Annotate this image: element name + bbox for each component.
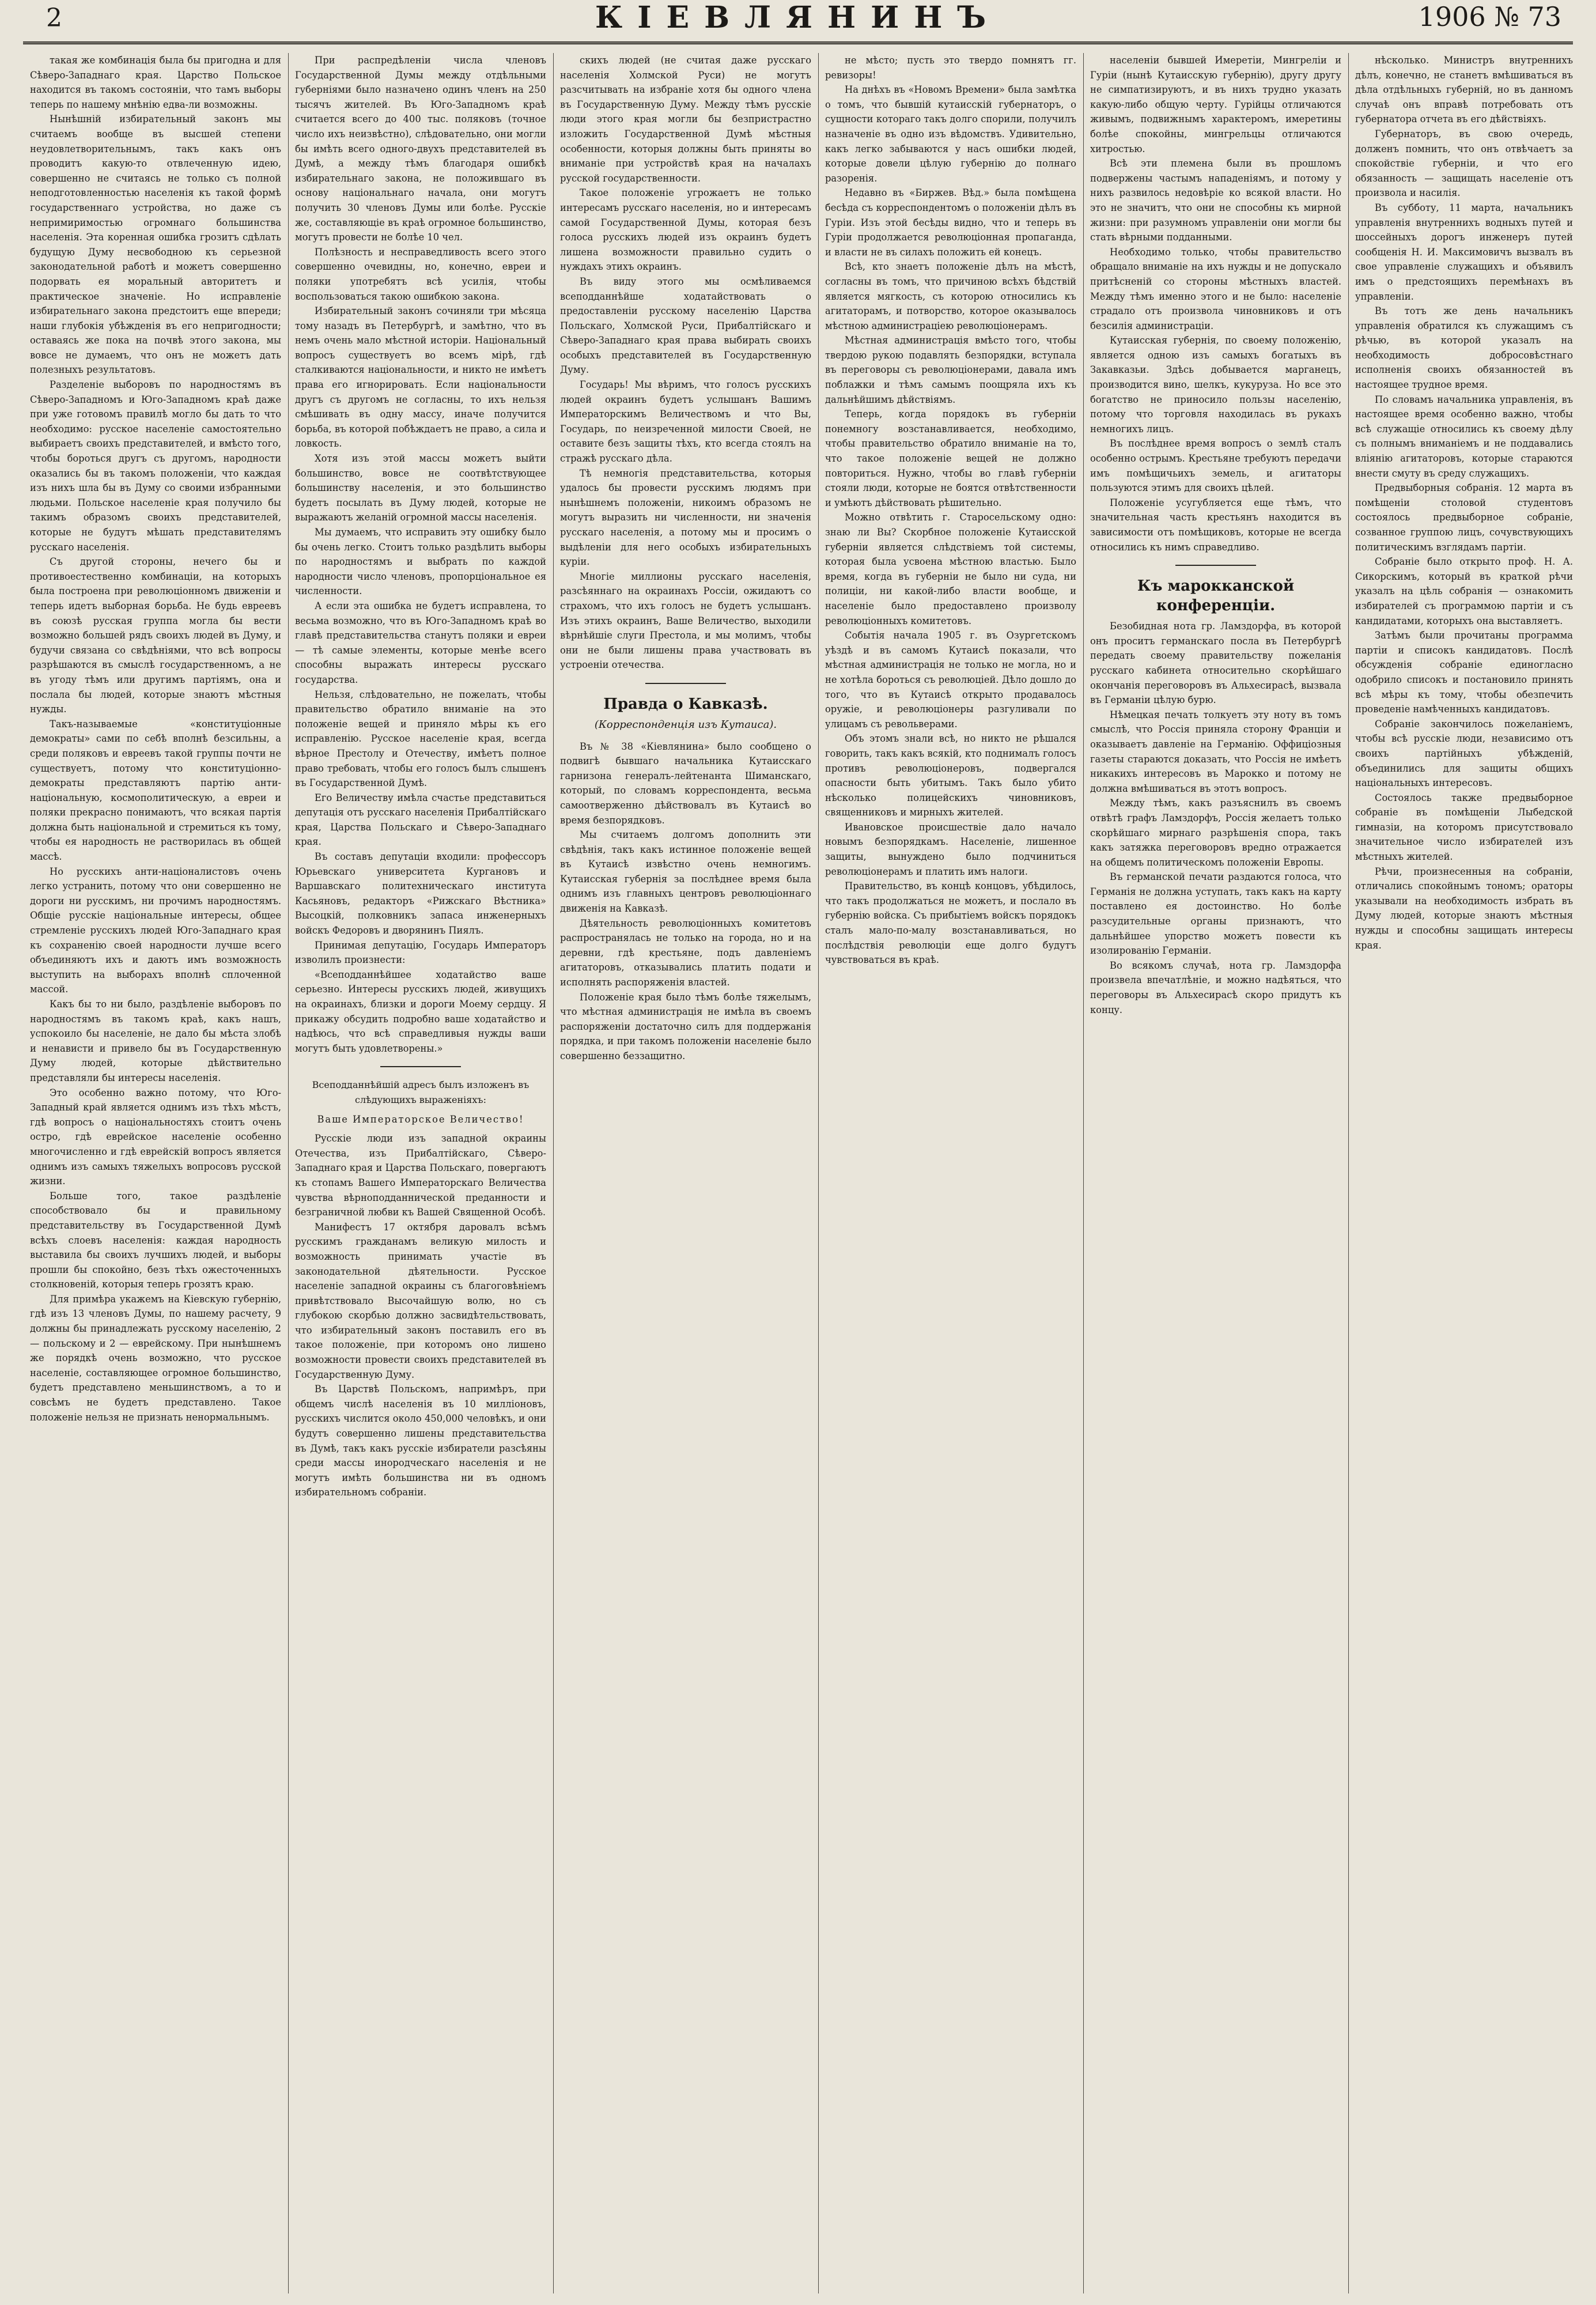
paragraph: Мы думаемъ, что исправить эту ошибку было бы очень легко. Стоитъ только раздѣлить выборы по народностямъ и выбрать по каждой народности число членовъ, пропорціональное ея численности. (295, 527, 546, 597)
paragraph: Нельзя, слѣдовательно, не пожелать, чтобы правительство обратило вниманіе на это положеніе вещей и приняло мѣры къ его исправленію. Русское населеніе края, всегда вѣрное Престолу и Отечеству, имѣетъ полное право требовать, чтобы его голосъ былъ слышенъ въ Государственной Думѣ. (295, 689, 546, 789)
column-5 (1090, 53, 1341, 2293)
paragraph: Положеніе усугубляется еще тѣмъ, что значительная часть крестьянъ находится въ зависимости отъ помѣщиковъ, которые не всегда относились къ нимъ справедливо. (1090, 497, 1341, 553)
paragraph: Разделеніе выборовъ по народностямъ въ Сѣверо-Западномъ и Юго-Западномъ краѣ даже при уже готовомъ правилѣ могло бы дать то что необходимо: русское населеніе самостоятельно выбираетъ своихъ представителей, и вмѣсто того, чтобы бороться другъ съ другомъ, народности оказались бы въ такомъ положеніи, что каждая изъ нихъ шла бы въ Думу со своими избранными людьми. Польское населеніе края получило бы такимъ образомъ своихъ представителей, которые не будутъ мѣшать представителямъ русскаго населенія. (30, 379, 281, 553)
paragraph: Объ этомъ знали всѣ, но никто не рѣшался говорить, такъ какъ всякій, кто поднималъ голосъ противъ революціонеровъ, подвергался опасности быть убитымъ. Такъ было убито нѣсколько полицейскихъ чиновниковъ, священниковъ и мирныхъ жителей. (825, 733, 1076, 818)
paragraph: Такое положеніе угрожаетъ не только интересамъ русскаго населенія, но и интересамъ самой Государственной Думы, которая безъ голоса русскихъ людей изъ окраинъ будетъ лишена возможности правильно судить о нуждахъ этихъ окраинъ. (560, 187, 811, 273)
paragraph: Мѣстная администрація вмѣсто того, чтобы твердою рукою подавлять безпорядки, вступала въ переговоры съ революціонерами, давала имъ поблажки и тѣмъ самымъ поощряла ихъ къ дальнѣйшимъ дѣйствіямъ. (825, 335, 1076, 405)
column-3-text (560, 53, 811, 672)
paragraph: Нынѣшній избирательный законъ мы считаемъ вообще въ высшей степени неудовлетворительнымъ, такъ какъ онъ проводитъ какую-то отвлеченную идею, совершенно не считаясь не только съ полной неподготовленностью населенія къ такой формѣ государственнаго устройства, но даже съ непримиримостью огромнаго большинства населенія. Эта коренная ошибка грозитъ сдѣлать будущую Думу несвободною къ серьезной законодательной работѣ и можетъ совершенно подорвать ея моральный авторитетъ и практическое значеніе. Но исправленіе избирательнаго закона предстоитъ еще впереди; наши глубокія убѣжденія въ его непригодности; оставаясь же пока на почвѣ этого закона, мы вовсе не думаемъ, что онъ не можетъ дать полезныхъ результатовъ. (30, 114, 281, 376)
paragraph: Манифестъ 17 октября даровалъ всѣмъ русскимъ гражданамъ великую милость и возможность принимать участіе въ законодательной дѣятельности. Русское населеніе западной окраины съ благоговѣніемъ привѣтствовало Высочайшую волю, но съ глубокою скорбью должно засвидѣтельствовать, что избирательный законъ поставилъ его въ такое положеніе, при которомъ оно лишено возможности провести своихъ представителей въ Государственную Думу. (295, 1221, 546, 1380)
paragraph: такая же комбинація была бы пригодна и для Сѣверо-Западнаго края. Царство Польское находится въ такомъ состояніи, что тамъ выборы теперь по нашему мнѣнію едва-ли возможны. (30, 55, 281, 110)
column-divider (553, 53, 554, 2293)
paragraph: Безобидная нота гр. Ламздорфа, въ которой онъ проситъ германскаго посла въ Петербургѣ передать своему правительству пожеланія русскаго кабинета относительно скорѣйшаго окончанія переговоровъ въ Альхесирасѣ, вызвала въ Германіи цѣлую бурю. (1090, 621, 1341, 706)
section-divider (1175, 565, 1256, 566)
paragraph: Многіе миллионы русскаго населенія, разсѣяннаго на окраинахъ Россіи, ожидаютъ со страхомъ, что ихъ голосъ не будетъ услышанъ. Изъ этихъ окраинъ, Ваше Величество, выходили вѣрнѣйшіе слуги Престола, и мы молимъ, чтобы они не были лишены права участвовать въ устроеніи отечества. (560, 570, 811, 671)
paragraph: населеніи бывшей Имеретіи, Мингреліи и Гуріи (нынѣ Кутаисскую губернію), другу другу не симпатизируютъ, и въ нихъ трудно указать какую-либо общую черту. Гурійцы отличаются живымъ, подвижнымъ характеромъ, имеретины болѣе спокойны, мингрельцы отличаются хитростью. (1090, 55, 1341, 154)
paragraph: Его Величеству имѣла счастье представиться депутація отъ русскаго населенія Прибалтійскаго края, Царства Польскаго и Сѣверо-Западнаго края. (295, 792, 546, 848)
paragraph: Рѣчи, произнесенныя на собраніи, отличались спокойнымъ тономъ; ораторы указывали на необходимость избрать въ Думу людей, которые знаютъ мѣстныя нужды и способны защищать интересы края. (1355, 866, 1573, 951)
paragraph: Всѣ, кто знаетъ положеніе дѣлъ на мѣстѣ, согласны въ томъ, что причиною всѣхъ бѣдствій является мягкость, съ которою относились къ агитаторамъ, и потворство, которое оказывалось мѣстною администраціею революціонерамъ. (825, 261, 1076, 331)
column-2 (295, 53, 546, 2293)
column-1 (30, 53, 281, 2293)
paragraph: По словамъ начальника управленія, въ настоящее время особенно важно, чтобы всѣ служащіе относились къ своему дѣлу съ полнымъ вниманіемъ и не поддавались вліянію агитаторовъ, которые стараются внести смуту въ среду служащихъ. (1355, 394, 1573, 479)
paragraph: Избирательный законъ сочиняли три мѣсяца тому назадъ въ Петербургѣ, и замѣтно, что въ немъ очень мало мѣстной исторіи. Національный вопросъ существуетъ во всемъ мірѣ, гдѣ сталкиваются національности, и никто не имѣетъ права его игнорировать. Если національности другъ съ другомъ не согласны, то ихъ нельзя смѣшивать въ одну массу, иначе получится борьба, въ которой побѣждаетъ не право, а сила и ловкость. (295, 305, 546, 449)
paragraph: Государь! Мы вѣримъ, что голосъ русскихъ людей окраинъ будетъ услышанъ Вашимъ Императорскимъ Величествомъ и что Вы, Государь, по неизреченной милости Своей, не оставите безъ защиты тѣхъ, кто всегда стоялъ на стражѣ русскаго дѣла. (560, 379, 811, 464)
column-1-text (30, 53, 281, 1424)
column-4-text (825, 53, 1076, 968)
paragraph: Всѣ эти племена были въ прошломъ подвержены частымъ нападеніямъ, и потому у нихъ развилось недовѣріе ко всякой власти. Но это не значитъ, что они не способны къ мирной жизни: при разумномъ управленіи они могли бы стать вѣрными подданными. (1090, 158, 1341, 243)
paragraph: Тѣ немногія представительства, которыя удалось бы провести русскимъ людямъ при нынѣшнемъ положеніи, никоимъ образомъ не могутъ выразить ни численности, ни значенія русскаго населенія, а потому мы и просимъ о выдѣленіи для него особыхъ избирательныхъ куріи. (560, 467, 811, 568)
column-divider (288, 53, 289, 2293)
paragraph: не мѣсто; пусть это твердо помнятъ гг. ревизоры! (825, 55, 1076, 81)
paragraph: Какъ бы то ни было, раздѣленіе выборовъ по народностямъ въ такомъ краѣ, какъ нашъ, успокоило бы населеніе, не дало бы мѣста злобѣ и ненависти и привело бы въ Государственную Думу людей, которые дѣйствительно представляли бы интересы населенія. (30, 999, 281, 1083)
column-4 (825, 53, 1076, 2293)
column-3-article-text (560, 739, 811, 1064)
paragraph: Больше того, такое раздѣленіе способствовало бы и правильному представительству въ Государственной Думѣ всѣхъ слоевъ населенія: каждая народность выставила бы своихъ лучшихъ людей, и выборы прошли бы спокойно, безъ тѣхъ ожесточенныхъ столкновеній, которыя теперь грозятъ краю. (30, 1190, 281, 1290)
column-5-article-text (1090, 619, 1341, 1017)
paragraph: Въ № 38 «Кіевлянина» было сообщено о подвигѣ бывшаго начальника Кутаисскаго гарнизона генералъ-лейтенанта Шиманскаго, который, по словамъ корреспондента, весьма самоотверженно дѣйствовалъ въ Кутаисѣ во время безпорядковъ. (560, 740, 811, 826)
paragraph: Въ германской печати раздаются голоса, что Германія не должна уступать, такъ какъ на карту поставлено ея достоинство. Но болѣе разсудительные органы признаютъ, что дальнѣйшее упорство можетъ повести къ изолированію Германіи. (1090, 871, 1341, 957)
paragraph: Принимая депутацію, Государь Императоръ изволилъ произнести: (295, 939, 546, 966)
paragraph: Но русскихъ анти-націоналистовъ очень легко устранить, потому что они совершенно не дороги ни русскимъ, ни прочимъ народностямъ. Общіе русскіе національные интересы, общее стремленіе русскихъ людей Юго-Западнаго края къ сохраненію своей народности лучше всего объединяютъ ихъ и даютъ имъ возможность выступить на выборахъ вполнѣ сплоченной массой. (30, 866, 281, 995)
paragraph: Событія начала 1905 г. въ Озургетскомъ уѣздѣ и въ самомъ Кутаисѣ показали, что мѣстная администрація не только не могла, но и не хотѣла бороться съ революціей. Дѣло дошло до того, что въ Кутаисѣ открыто продавалось оружіе, и революціонеры разгуливали по улицамъ съ револьверами. (825, 630, 1076, 730)
column-divider (818, 53, 819, 2293)
paragraph: Въ виду этого мы осмѣливаемся всеподданнѣйше ходатайствовать о предоставленіи русскому населенію Царства Польскаго, Холмской Руси, Прибалтійскаго и Сѣверо-Западнаго края права выбирать своихъ особыхъ представителей въ Государственную Думу. (560, 275, 811, 376)
paragraph: Правительство, въ концѣ концовъ, убѣдилось, что такъ продолжаться не можетъ, и послало въ губернію войска. Съ прибытіемъ войскъ порядокъ сталъ мало-по-малу возстанавливаться, но послѣдствія революціи еще долго будутъ чувствоваться въ краѣ. (825, 881, 1076, 966)
newspaper-title: КІЕВЛЯНИНЪ (595, 0, 1001, 35)
paragraph: Состоялось также предвыборное собраніе въ помѣщеніи Лыбедской гимназіи, на которомъ присутствовало значительное число избирателей изъ мѣстныхъ жителей. (1355, 792, 1573, 863)
paragraph: «Всеподданнѣйшее ходатайство ваше серьезно. Интересы русскихъ людей, живущихъ на окраинахъ, близки и дороги Моему сердцу. Я прикажу обсудить подробно ваше ходатайство и надѣюсь, что всѣ справедливыя нужды ваши могутъ быть удовлетворены.» (295, 969, 546, 1054)
column-2-text (295, 53, 546, 1056)
paragraph: Въ субботу, 11 марта, начальникъ управленія внутреннихъ водныхъ путей и шоссейныхъ дорогъ инженеръ путей сообщенія Н. И. Максимовичъ вызвалъ въ свое управленіе служащихъ и объявилъ имъ о предстоящихъ перемѣнахъ въ управленіи. (1355, 202, 1573, 302)
paragraph: Въ Царствѣ Польскомъ, напримѣръ, при общемъ числѣ населенія въ 10 милліоновъ, русскихъ числится около 450,000 человѣкъ, и они будутъ совершенно лишены представительства въ Думѣ, такъ какъ русскіе избиратели разсѣяны среди массы инородческаго населенія и не могутъ имѣть большинства ни въ одномъ избирательномъ собраніи. (295, 1384, 546, 1498)
paragraph: При распредѣленіи числа членовъ Государственной Думы между отдѣльными губерніями было назначено одинъ членъ на 250 тысячъ жителей. Въ Юго-Западномъ краѣ считается всего до 400 тыс. поляковъ (точное число ихъ неизвѣстно), слѣдовательно, они могли бы имѣть всего одного-двухъ представителей въ Думѣ, а между тѣмъ благодаря ошибкѣ избирательнаго закона, не положившаго въ основу національнаго начала, они могутъ получить 30 членовъ Думы или болѣе. Русскіе же, составляющіе въ краѣ огромное большинство, могутъ провести не болѣе 10 чел. (295, 55, 546, 243)
paragraph: Русскіе люди изъ западной окраины Отечества, изъ Прибалтійскаго, Сѣверо-Западнаго края и Царства Польскаго, повергаютъ къ стопамъ Вашего Императорскаго Величества чувства вѣрноподданнической преданности и безграничной любви къ Вашей Священной Особѣ. (295, 1133, 546, 1218)
page-number: 2 (46, 3, 62, 33)
article-heading-morocco: Къ марокканской конференціи. (1137, 577, 1295, 615)
column-6 (1355, 53, 1573, 2293)
address-salutation: Ваше Императорское Величество! (317, 1113, 524, 1125)
paragraph: Теперь, когда порядокъ въ губерніи понемногу возстанавливается, необходимо, чтобы правительство обратило вниманіе на то, что такое положеніе вещей не должно повториться. Нужно, чтобы во главѣ губерніи стояли люди, которые не боятся отвѣтственности и умѣютъ дѣйствовать рѣшительно. (825, 409, 1076, 508)
paragraph: Хотя изъ этой массы можетъ выйти большинство, вовсе не соотвѣтствующее большинству населенія, и это большинство будетъ посылать въ Думу людей, которые не выражаютъ желаній огромной массы населенія. (295, 453, 546, 523)
paragraph: Можно отвѣтить г. Старосельскому одно: знаю ли Вы? Скорбное положеніе Кутаисской губерніи является слѣдствіемъ той системы, которая была усвоена мѣстною властью. Было время, когда въ губерніи не было ни суда, ни полиціи, ни какой-либо власти вообще, и населеніе было предоставлено произволу революціонныхъ комитетовъ. (825, 512, 1076, 626)
paragraph: Собраніе закончилось пожеланіемъ, чтобы всѣ русскіе люди, независимо отъ своихъ партійныхъ убѣжденій, объединились для защиты общихъ національныхъ интересовъ. (1355, 718, 1573, 789)
paragraph: Предвыборныя собранія. 12 марта въ помѣщеніи столовой студентовъ состоялось предвыборное собраніе, созванное группою лицъ, сочувствующихъ политическимъ взглядамъ партіи. (1355, 482, 1573, 553)
paragraph: Въ составъ депутаціи входили: профессоръ Юрьевскаго университета Кургановъ и Варшавскаго политехническаго института Касьяновъ, редакторъ «Рижскаго Вѣстника» Высоцкій, полковникъ запаса инженерныхъ войскъ Федоровъ и дворянинъ Пиялъ. (295, 851, 546, 936)
column-3 (560, 53, 811, 2293)
paragraph: Въ послѣднее время вопросъ о землѣ сталъ особенно острымъ. Крестьяне требуютъ передачи имъ помѣщичьихъ земель, и агитаторы пользуются этимъ для своихъ цѣлей. (1090, 438, 1341, 494)
paragraph: Собраніе было открыто проф. Н. А. Сикорскимъ, который въ краткой рѣчи указалъ на цѣль собранія — ознакомить избирателей съ программою партіи и съ кандидатами, которыхъ она выставляетъ. (1355, 556, 1573, 626)
paragraph: Кутаисская губернія, по своему положенію, является одною изъ самыхъ богатыхъ въ Закавказьи. Здѣсь добывается марганецъ, производится вино, шелкъ, кукуруза. Но все это богатство не приносило пользы населенію, потому что торговля находилась въ рукахъ немногихъ лицъ. (1090, 335, 1341, 434)
paragraph: Съ другой стороны, нечего бы и противоестественно комбинаціи, на которыхъ была построена при революціонномъ движеніи и теперь идетъ выборная борьба. Не будь евреевъ въ союзѣ русская группа могла бы вести возможно большей рядъ своихъ людей въ Думу, и будучи связана со свѣдѣніями, что всѣ вопросы разрѣшаются въ смыслѣ государственномъ, а не въ угоду тѣмъ или другимъ партіямъ, она и послала бы людей, которые знаютъ мѣстныя нужды. (30, 556, 281, 715)
section-divider (645, 683, 726, 684)
issue-number: 1906 № 73 (1418, 1, 1561, 32)
paragraph: Затѣмъ были прочитаны программа партіи и списокъ кандидатовъ. Послѣ обсужденія собраніе единогласно одобрило списокъ и постановило принять всѣ мѣры къ тому, чтобы обезпечить проведеніе намѣченныхъ кандидатовъ. (1355, 630, 1573, 715)
paragraph: Во всякомъ случаѣ, нота гр. Ламздорфа произвела впечатлѣніе, и можно надѣяться, что переговоры въ Альхесирасѣ скоро придутъ къ концу. (1090, 959, 1341, 1015)
column-divider (1348, 53, 1349, 2293)
paragraph: Недавно въ «Биржев. Вѣд.» была помѣщена бесѣда съ корреспондентомъ о положеніи дѣлъ въ Гуріи. Изъ этой бесѣды видно, что и теперь въ Гуріи продолжается революціонная пропаганда, и власти не въ силахъ положить ей конецъ. (825, 187, 1076, 258)
paragraph: Полѣзность и несправедливость всего этого совершенно очевидны, но, конечно, евреи и поляки употребятъ всѣ усилія, чтобы воспользоваться такою ошибкою закона. (295, 246, 546, 302)
paragraph: скихъ людей (не считая даже русскаго населенія Холмской Руси) не могутъ разсчитывать на избраніе хотя бы одного члена въ Государственную Думу. Между тѣмъ русскіе люди этого края могли бы безпристрастно изложить Государственной Думѣ мѣстныя особенности, которыя должны быть приняты во вниманіе при устройствѣ края на началахъ русской государственности. (560, 55, 811, 184)
address-intro: Всеподданнѣйшій адресъ былъ изложенъ въ слѣдующихъ выраженіяхъ: (312, 1079, 530, 1105)
paragraph: Дѣятельность революціонныхъ комитетовъ распространялась не только на города, но и на деревни, гдѣ крестьяне, подъ давленіемъ агитаторовъ, отказывались платить подати и исполнять распоряженія властей. (560, 917, 811, 988)
columns-container (30, 53, 1573, 2293)
section-divider (380, 1066, 461, 1067)
paragraph: Между тѣмъ, какъ разъяснилъ въ своемъ отвѣтѣ графъ Ламздорфъ, Россія желаетъ только скорѣйшаго мирнаго разрѣшенія спора, такъ какъ затяжка переговоровъ вредно отражается на общемъ политическомъ положеніи Европы. (1090, 798, 1341, 868)
column-divider (1083, 53, 1084, 2293)
article-heading-caucasus: Правда о Кавказѣ. (603, 695, 768, 713)
paragraph: Положеніе края было тѣмъ болѣе тяжелымъ, что мѣстная администрація не имѣла въ своемъ распоряженіи достаточно силъ для поддержанія порядка, и при такомъ положеніи населеніе было совершенно беззащитно. (560, 991, 811, 1061)
paragraph: Губернаторъ, въ свою очередь, долженъ помнить, что онъ отвѣчаетъ за спокойствіе губерніи, и что его обязанность — защищать населеніе отъ произвола и насилія. (1355, 128, 1573, 199)
address-text (295, 1131, 546, 1500)
paragraph: Въ тотъ же день начальникъ управленія обратился къ служащимъ съ рѣчью, въ которой указалъ на необходимость добросовѣстнаго исполненія своихъ обязанностей въ настоящее трудное время. (1355, 305, 1573, 391)
paragraph: нѣсколько. Министръ внутреннихъ дѣлъ, конечно, не станетъ вмѣшиваться въ дѣла отдѣльныхъ губерній, но въ данномъ случаѣ онъ вправѣ потребовать отъ губернатора отчета въ его дѣйствіяхъ. (1355, 55, 1573, 125)
paragraph: Это особенно важно потому, что Юго-Западный край является однимъ изъ тѣхъ мѣстъ, гдѣ вопросъ о національностяхъ стоитъ очень остро, гдѣ еврейское населеніе особенно многочисленно и гдѣ еврейскій вопросъ является однимъ изъ самыхъ тяжелыхъ вопросовъ русской жизни. (30, 1087, 281, 1187)
paragraph: Ивановское происшествіе дало начало новымъ безпорядкамъ. Населеніе, лишенное защиты, вынуждено было подчиниться революціонерамъ и платить имъ налоги. (825, 821, 1076, 877)
paragraph: Для примѣра укажемъ на Кіевскую губернію, гдѣ изъ 13 членовъ Думы, по нашему расчету, 9 должны бы принадлежать русскому населенію, 2 — польскому и 2 — еврейскому. При нынѣшнемъ же порядкѣ очень возможно, что русское населеніе, составляющее огромное большинство, будетъ представлено меньшинствомъ, а то и совсѣмъ не будетъ представлено. Такое положеніе нельзя не признать ненормальнымъ. (30, 1293, 281, 1423)
masthead (23, 0, 1573, 44)
paragraph: Мы считаемъ долгомъ дополнить эти свѣдѣнія, такъ какъ истинное положеніе вещей въ Кутаисѣ извѣстно очень немногимъ. Кутаисская губернія за послѣднее время была однимъ изъ главныхъ центровъ революціоннаго движенія на Кавказѣ. (560, 829, 811, 915)
paragraph: Необходимо только, чтобы правительство обращало вниманіе на ихъ нужды и не допускало притѣсненій со стороны мѣстныхъ властей. Между тѣмъ именно этого и не было: населеніе страдало отъ произвола чиновниковъ и отъ безсилія администраціи. (1090, 246, 1341, 331)
column-5-text (1090, 53, 1341, 554)
paragraph: Такъ-называемые «конституціонные демократы» сами по себѣ вполнѣ безсильны, а среди поляковъ и евреевъ такой группы почти не существуетъ, потому что конституціонно-демократы представляютъ партію анти-національную, космополитическую, а евреи и поляки прекрасно понимаютъ, что всякая партія должна быть національной и стремиться къ тому, чтобы ея народность не растворилась въ общей массѣ. (30, 718, 281, 863)
article-subheading: (Корреспонденція изъ Кутаиса). (594, 718, 777, 731)
column-6-text (1355, 53, 1573, 953)
paragraph: На днѣхъ въ «Новомъ Времени» была замѣтка о томъ, что бывшій кутаисскій губернаторъ, о сущности котораго такъ долго спорили, получилъ назначеніе въ одно изъ вѣдомствъ. Удивительно, какъ легко забываются у насъ ошибки людей, которые довели цѣлую губернію до полнаго разоренія. (825, 84, 1076, 184)
paragraph: Нѣмецкая печать толкуетъ эту ноту въ томъ смыслѣ, что Россія приняла сторону Франціи и оказываетъ давленіе на Германію. Оффиціозныя газеты стараются доказать, что Россія не имѣетъ никакихъ интересовъ въ Марокко и потому не должна вмѣшиваться въ этотъ вопросъ. (1090, 709, 1341, 794)
paragraph: А если эта ошибка не будетъ исправлена, то весьма возможно, что въ Юго-Западномъ краѣ во главѣ представительства станутъ поляки и евреи — тѣ самые элементы, которые менѣе всего способны выражать интересы русскаго государства. (295, 600, 546, 685)
